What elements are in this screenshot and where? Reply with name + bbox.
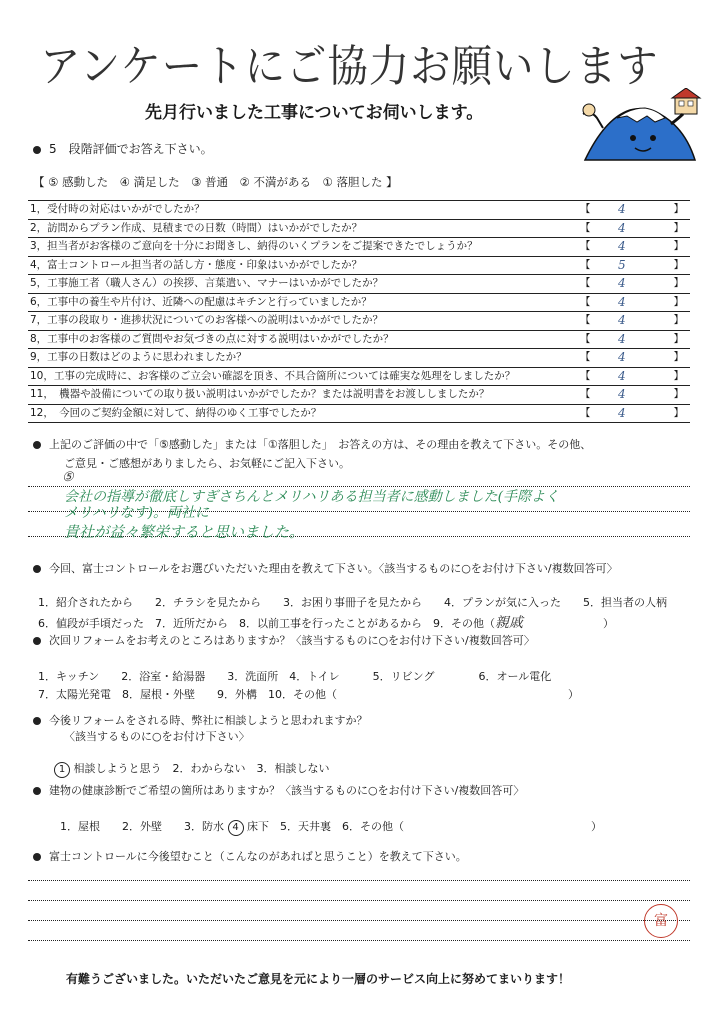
answer-value: 5 — [618, 257, 626, 272]
question-row — [28, 294, 690, 313]
question-row — [28, 368, 690, 387]
question-row — [28, 312, 690, 331]
answer-value: 4 — [618, 331, 626, 346]
bullet-icon — [33, 637, 41, 645]
question-row — [28, 220, 690, 239]
question-label: 12， 今回のご契約金額に対して、納得のゆく工事でしたか？ — [30, 406, 322, 419]
answer-value: 4 — [618, 239, 626, 253]
next-reform-row1: 1．キッチン 2．浴室・給湯器 3．洗面所 4．トイレ 5．リビング 6．オール電化 — [38, 670, 552, 683]
bullet-icon — [33, 717, 41, 725]
bracket-left: 【 — [580, 277, 591, 289]
bracket-left: 【 — [580, 258, 591, 271]
bracket-right: 】 — [673, 277, 684, 289]
page-subtitle: 先月行いました工事についてお伺いします。 — [145, 103, 484, 123]
question-label: 5，工事施工者（職人さん）の挨拶、言葉遣い、マナーはいかがでしたか？ — [30, 277, 384, 289]
comment-handwriting-line1: 会社の指導が徹底しすぎさちんとメリハリある担当者に感動しました(手際よく — [64, 489, 560, 505]
question-row — [28, 238, 690, 257]
bracket-left: 【 — [580, 221, 591, 234]
rating-scale: 【 ⑤ 感動した ④ 満足した ③ 普通 ② 不満がある ① 落胆した 】 — [33, 175, 398, 189]
question-label: 4，富士コントロール担当者の話し方・態度・印象はいかがでしたか？ — [30, 258, 362, 271]
bracket-right: 】 — [673, 240, 684, 252]
bullet-icon — [33, 853, 41, 861]
wish-line — [28, 880, 690, 881]
answer-value: 4 — [618, 294, 626, 309]
footer-thanks: 有難うございました。いただいたご意見を元により一層のサービス向上に努めてまいります！ — [66, 972, 571, 986]
question-label: 11， 機器や設備についての取り扱い説明はいかがでしたか？または説明書をお渡ししましたか？ — [30, 388, 490, 400]
bracket-right: 】 — [673, 406, 684, 419]
comment-handwriting-line2: メリハリなす)。両社に — [64, 505, 210, 521]
question-row — [28, 257, 690, 276]
bracket-left: 【 — [580, 332, 591, 345]
mountain-mascot-illustration — [575, 88, 705, 168]
answer-value: 4 — [618, 368, 626, 383]
question-row — [28, 331, 690, 350]
stamp-seal: 富 — [644, 904, 678, 938]
bracket-left: 【 — [580, 203, 591, 215]
reason-options-row1: 1．紹介されたから 2．チラシを見たから 3．お困り事冊子を見たから 4．プランが気に入った 5．担当者の人柄 — [38, 596, 667, 609]
answer-value: 4 — [618, 387, 626, 401]
wish-line — [28, 920, 690, 921]
bracket-right: 】 — [673, 221, 684, 234]
comment-hand-mark: ⑤ — [62, 470, 74, 485]
bullet-icon — [33, 565, 41, 573]
question-label: 1，受付時の対応はいかがでしたか？ — [30, 203, 205, 215]
answer-value: 4 — [618, 220, 626, 235]
comment-prompt-line2: ご意見・ご感想がありましたら、お気軽にご記入下さい。 — [64, 457, 350, 470]
option-4-circled: 4 — [228, 820, 244, 836]
bracket-left: 【 — [580, 240, 591, 252]
rating-questions-table — [28, 200, 690, 423]
question-row — [28, 275, 690, 294]
answer-value: 4 — [618, 276, 626, 290]
bracket-right: 】 — [673, 388, 684, 400]
next-reform-row2: 7．太陽光発電 8．屋根・外壁 9．外構 10．その他（ ） — [38, 688, 579, 701]
bullet-icon — [33, 787, 41, 795]
question-row — [28, 386, 690, 405]
question-row — [28, 201, 690, 220]
reason-prompt: 今回、富士コントロールをお選びいただいた理由を教えて下さい。〈該当するものに○をお付け下さい/複数回答可〉 — [33, 560, 618, 576]
question-label: 9，工事の日数はどのように思われましたか？ — [30, 351, 247, 363]
bracket-right: 】 — [673, 332, 684, 345]
bracket-left: 【 — [580, 351, 591, 363]
consult-note: 〈該当するものに○をお付け下さい〉 — [64, 730, 250, 743]
comment-prompt: 上記のご評価の中で「⑤感動した」または「①落胆した」 お答えの方は、その理由を教えて下さい。その他、 — [33, 436, 591, 452]
health-prompt: 建物の健康診断でご希望の箇所はありますか？〈該当するものに○をお付け下さい/複数回答可〉 — [33, 782, 524, 798]
bracket-right: 】 — [673, 295, 684, 308]
bracket-left: 【 — [580, 314, 591, 326]
question-row — [28, 349, 690, 368]
answer-value: 4 — [618, 350, 626, 364]
wish-prompt: 富士コントロールに今後望むこと（こんなのがあればと思うこと）を教えて下さい。 — [33, 848, 467, 864]
question-label: 8，工事中のお客様のご質問やお気づきの点に対する説明はいかがでしたか？ — [30, 332, 394, 345]
next-reform-prompt: 次回リフォームをお考えのところはありますか？〈該当するものに○をお付け下さい/複数回答可〉 — [33, 632, 535, 648]
question-row — [28, 405, 690, 424]
bracket-right: 】 — [673, 258, 684, 271]
bullet-icon — [33, 146, 41, 154]
bracket-right: 】 — [673, 351, 684, 363]
reason-other-handwriting: 親戚 — [495, 615, 523, 631]
bracket-left: 【 — [580, 369, 591, 382]
bullet-icon — [33, 441, 41, 449]
consult-prompt: 今後リフォームをされる時、弊社に相談しようと思われますか？ — [33, 712, 367, 728]
question-label: 10，工事の完成時に、お客様のご立会い確認を頂き、不具合箇所については確実な処理をしましたか？ — [30, 369, 516, 382]
bracket-right: 】 — [673, 369, 684, 382]
bracket-right: 】 — [673, 203, 684, 215]
question-label: 2，訪問からプラン作成、見積までの日数（時間）はいかがでしたか？ — [30, 221, 363, 234]
question-label: 6，工事中の養生や片付け、近隣への配慮はキチンと行っていましたか？ — [30, 295, 372, 308]
answer-value: 4 — [618, 405, 626, 420]
bracket-right: 】 — [673, 314, 684, 326]
rating-instruction: 5 段階評価でお答え下さい。 — [33, 140, 213, 157]
bracket-left: 【 — [580, 388, 591, 400]
option-1-circled: 1 — [54, 762, 70, 778]
wish-line — [28, 940, 690, 941]
consult-options: 1 相談しようと思う 2．わからない 3．相談しない — [54, 760, 330, 778]
question-label: 7，工事の段取り・進捗状況についてのお客様への説明はいかがでしたか？ — [30, 314, 383, 326]
bracket-left: 【 — [580, 406, 591, 419]
comment-handwriting-line3: 貴社が益々繁栄すると思いました。 — [64, 523, 305, 541]
answer-value: 4 — [618, 313, 626, 327]
bracket-left: 【 — [580, 295, 591, 308]
wish-line — [28, 900, 690, 901]
health-options: 1．屋根 2．外壁 3．防水 4 床下 5．天井裏 6．その他（ ） — [60, 818, 602, 836]
reason-options-row2: 6．値段が手頃だった 7．近所だから 8．以前工事を行ったことがあるから 9．その他（親戚 ） — [38, 615, 614, 631]
question-label: 3，担当者がお客様のご意向を十分にお聞きし、納得のいくプランをご提案できたでしょうか？ — [30, 240, 478, 252]
answer-value: 4 — [618, 202, 626, 216]
page-title: アンケートにご協力お願いします — [40, 41, 659, 92]
